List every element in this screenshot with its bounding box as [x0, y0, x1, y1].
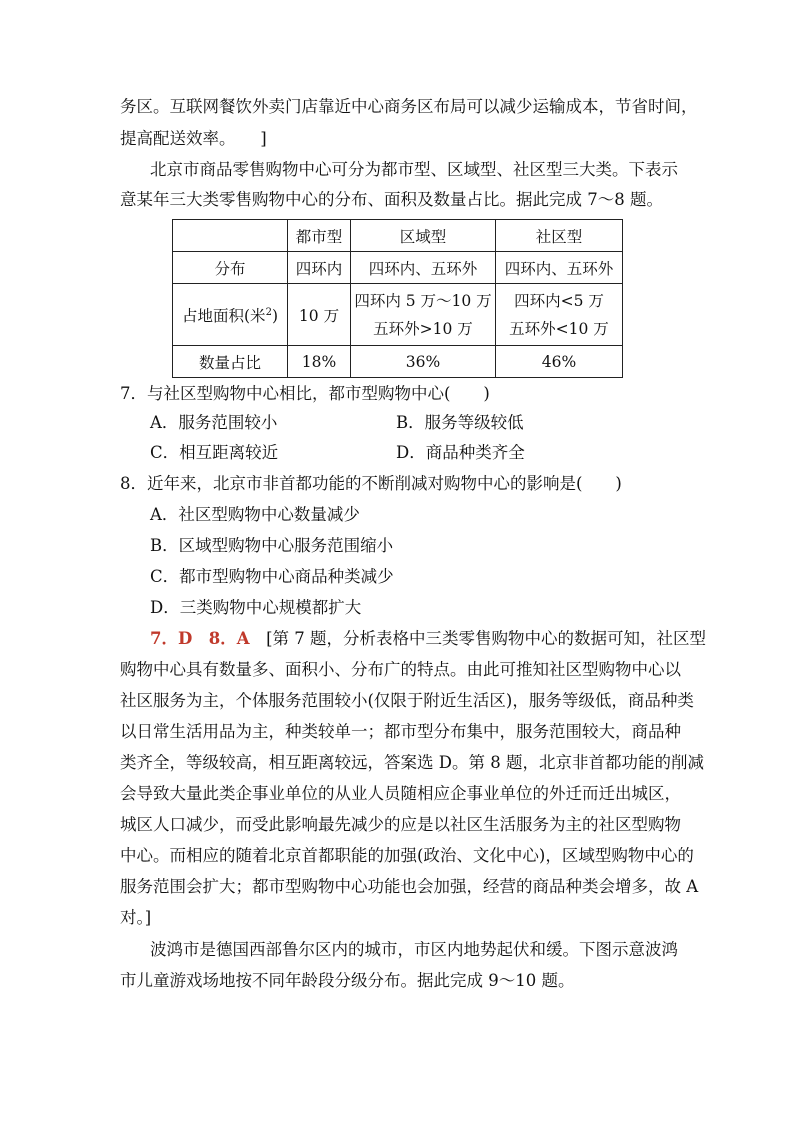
table-header-cell: 都市型 [288, 220, 351, 252]
answer-line: 购物中心具有数量多、面积小、分布广的特点。由此可推知社区型购物中心以 [120, 660, 681, 679]
table-row [173, 284, 623, 346]
q7-8-intro-line-2: 意某年三大类零售购物中心的分布、面积及数量占比。据此完成 7～8 题。 [120, 190, 663, 209]
area-label-tail: ) [271, 306, 278, 325]
q9-10-intro-line-2: 市儿童游戏场地按不同年龄段分级分布。据此完成 9～10 题。 [120, 971, 575, 990]
q7-stem: 7．与社区型购物中心相比，都市型购物中心( ) [120, 384, 490, 403]
intro-continuation-line-2: 提高配送效率。 ] [120, 129, 267, 148]
table-row-label: 数量占比 [173, 346, 288, 378]
q8-stem: 8．近年来，北京市非首都功能的不断削减对购物中心的影响是( ) [120, 474, 622, 493]
answer-text: [第 7 题，分析表格中三类零售购物中心的数据可知，社区型 [266, 629, 707, 648]
table-row [173, 252, 623, 284]
table-cell: 10 万 [288, 284, 351, 346]
table-cell: 四环内 [288, 252, 351, 284]
answer-line-1 [150, 629, 706, 649]
answer-line: 服务范围会扩大；都市型购物中心功能也会加强，经营的商品种类会增多，故 A [120, 877, 699, 896]
table-header-cell [173, 220, 288, 252]
q8-option-c: C．都市型购物中心商品种类减少 [150, 567, 394, 586]
answer-line: 对。] [120, 908, 152, 927]
answer-line: 社区服务为主，个体服务范围较小(仅限于附近生活区)，服务等级低，商品种类 [120, 691, 694, 710]
table-cell: 四环内、五环外 [496, 252, 623, 284]
q9-10-intro-line-1: 波鸿市是德国西部鲁尔区内的城市，市区内地势起伏和缓。下图示意波鸿 [150, 940, 678, 959]
table-row-label: 分布 [173, 252, 288, 284]
table-header-row [173, 220, 623, 252]
answer-line: 中心。而相应的随着北京首都职能的加强(政治、文化中心)，区域型购物中心的 [120, 846, 694, 865]
table-cell: 36% [351, 346, 496, 378]
answer-label: 7．D 8．A [150, 629, 250, 648]
table-header-cell: 区域型 [351, 220, 496, 252]
answer-line: 会导致大量此类企事业单位的从业人员随相应企事业单位的外迁而迁出城区， [120, 784, 681, 803]
q8-option-d: D．三类购物中心规模都扩大 [150, 598, 362, 617]
cell-line: 四环内<5 万 [514, 291, 604, 310]
answer-line: 城区人口减少，而受此影响最先减少的应是以社区生活服务为主的社区型购物 [120, 815, 681, 834]
shopping-center-table [172, 219, 623, 378]
q8-option-b: B．区域型购物中心服务范围缩小 [150, 536, 394, 555]
answer-line: 以日常生活用品为主，种类较单一；都市型分布集中，服务范围较大，商品种 [120, 722, 681, 741]
table-cell: 46% [496, 346, 623, 378]
q7-8-intro-line-1: 北京市商品零售购物中心可分为都市型、区域型、社区型三大类。下表示 [150, 160, 678, 179]
cell-line: 五环外<10 万 [509, 319, 609, 338]
table-cell [496, 284, 623, 346]
area-label-superscript: 2 [265, 306, 272, 318]
answer-line: 类齐全，等级较高，相互距离较远，答案选 D。第 8 题，北京非首都功能的削减 [120, 753, 704, 772]
table-cell [351, 284, 496, 346]
q8-option-a: A．社区型购物中心数量减少 [150, 505, 360, 524]
table-cell: 18% [288, 346, 351, 378]
q7-option-a: A．服务范围较小 [150, 413, 278, 432]
table-row [173, 346, 623, 378]
q7-option-c: C．相互距离较近 [150, 443, 279, 462]
cell-line: 五环外>10 万 [373, 319, 473, 338]
table-header-cell: 社区型 [496, 220, 623, 252]
intro-continuation-line-1: 务区。互联网餐饮外卖门店靠近中心商务区布局可以减少运输成本，节省时间， [120, 97, 698, 116]
table-row-label [173, 284, 288, 346]
table-cell: 四环内、五环外 [351, 252, 496, 284]
q7-option-b: B．服务等级较低 [396, 413, 524, 432]
cell-line: 四环内 5 万～10 万 [354, 291, 492, 310]
area-label-text: 占地面积(米 [182, 306, 266, 325]
q7-option-d: D．商品种类齐全 [396, 443, 525, 462]
